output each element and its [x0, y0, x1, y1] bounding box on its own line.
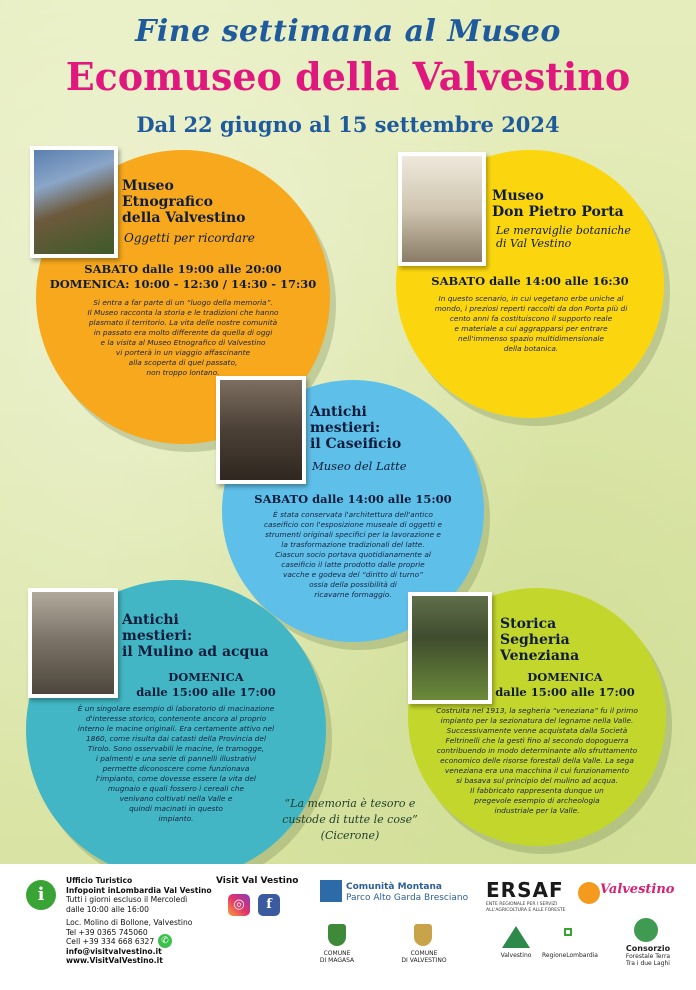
photo-mulino — [28, 588, 118, 698]
facebook-icon[interactable]: f — [258, 894, 280, 916]
photo-caseificio — [216, 376, 306, 484]
visit-valvestino-logo: Valvestino — [600, 882, 675, 897]
museum-schedule: SABATO dalle 14:00 alle 16:30 — [431, 274, 629, 288]
museum-title: Antichi mestieri: il Caseificio — [310, 404, 402, 452]
social-title: Visit Val Vestino — [216, 876, 299, 886]
ersaf-subtitle: ENTE REGIONALE PER I SERVIZI ALL'AGRICOLTURA E ALLE FORESTE — [486, 902, 566, 913]
museum-title: Antichi mestieri: il Mulino ad acqua — [122, 612, 269, 660]
date-range: Dal 22 giugno al 15 settembre 2024 — [136, 112, 560, 137]
visit-valvestino-sun-icon — [578, 882, 600, 904]
museum-description: Costruita nel 1913, la segheria “veneziana” fu il primo impianto per la sezionatura del legname nella Valle. Successivamente venne acquistata dalla Società Feltrinelli che la gestì fino al secondo dopoguerra contribuendo in modo determinante allo sfruttamento economico delle risorse forestali della Valle. La sega veneziana era una macchina il cui funzionamento si basava sul principio del mulino ad acqua. Il fabbricato rappresenta dunque un pregevole esempio di archeologia industriale per la Valle. — [436, 706, 638, 815]
tourist-office-contacts: Loc. Molino di Bollone, Valvestino Tel +39 0365 745060 Cell +39 334 668 6327 info@visitvalvestino.it www.VisitValVestino.it — [66, 918, 193, 966]
page-supertitle: Fine settimana al Museo — [135, 14, 561, 49]
tourist-office-info: Ufficio Turistico Infopoint inLombardia Val Vestino Tutti i giorni escluso il Mercoledì dalle 10:00 alle 16:00 — [66, 876, 212, 914]
museum-description: In questo scenario, in cui vegetano erbe uniche al mondo, i preziosi reperti raccolti da don Porta più di cento anni fa costituiscono il supporto reale e materiale a cui aggrapparsi per entrare nell'immenso spazio multidimensionale della botanica. — [434, 294, 628, 353]
museum-subtitle: Le meraviglie botaniche di Val Vestino — [496, 224, 631, 250]
valvestino-mark-icon — [502, 926, 530, 948]
comunita-montana-label: Comunità Montana Parco Alto Garda Bresciano — [346, 882, 469, 903]
museum-description: È un singolare esempio di laboratorio di macinazione d'interesse storico, contenente ancora al proprio interno le macine originali. Era certamente attivo nel 1860, come risulta dai catasti della Provincia del Tirolo. Sono osservabili le macine, le tramogge, i palmenti e una serie di pannelli illustrativi permette diconoscere come funzionava l'impianto, come dovesse essere la vita del mugnaio e quali fossero i cereali che venivano coltivati nella Valle e quindi macinati in questo impianto. — [77, 704, 275, 823]
photo-don-porta — [398, 152, 486, 266]
magasa-crest-icon — [328, 924, 346, 946]
cicerone-quote: “La memoria è tesoro e custode di tutte le cose” (Cicerone) — [282, 797, 418, 842]
photo-segheria — [408, 592, 492, 704]
museum-schedule: SABATO dalle 19:00 alle 20:00 DOMENICA: 10:00 - 12:30 / 14:30 - 17:30 — [49, 262, 317, 291]
museum-title: Museo Don Pietro Porta — [492, 188, 624, 220]
museum-schedule: DOMENICA dalle 15:00 alle 17:00 — [136, 670, 276, 699]
instagram-icon[interactable]: ◎ — [228, 894, 250, 916]
magasa-label: COMUNE DI MAGASA — [319, 950, 355, 964]
valvestino-crest-icon — [414, 924, 432, 946]
consorzio-logo — [634, 918, 658, 942]
museum-title: Storica Segheria Veneziana — [500, 616, 580, 664]
museum-subtitle: Oggetti per ricordare — [124, 231, 255, 245]
museum-subtitle: Museo del Latte — [312, 459, 407, 473]
museum-schedule: DOMENICA dalle 15:00 alle 17:00 — [495, 670, 635, 699]
page-title: Ecomuseo della Valvestino — [65, 54, 631, 99]
lombardia-label: RegioneLombardia — [542, 952, 598, 959]
valvestino-mark-label: Valvestino — [500, 952, 532, 959]
ersaf-logo: ERSAF — [486, 878, 564, 902]
lombardia-logo — [552, 926, 584, 948]
valvestino-label: COMUNE DI VALVESTINO — [401, 950, 447, 964]
museum-description: È stata conservata l'architettura dell'antico caseificio con l'esposizione museale di oggetti e strumenti originali specifici per la lavorazione e la trasformazione tradizionali del latte. Ciascun socio portava quotidianamente al caseificio il latte prodotto dalle proprie vacche e godeva del “diritto di turno” ossia della possibilità di ricavarne formaggio. — [263, 510, 443, 599]
info-icon: i — [26, 880, 56, 910]
museum-schedule: SABATO dalle 14:00 alle 15:00 — [254, 492, 452, 506]
consorzio-label: Consorzio Forestale Terra Tra i due Laghi — [625, 944, 671, 967]
museum-description: Si entra a far parte di un “luogo della memoria”. Il Museo racconta la storia e le tradizioni che hanno plasmato il territorio. La vita delle nostre comunità in passato era molto differente da quella di oggi e la visita al Museo Etnografico di Valvestino vi porterà in un viaggio affascinante alla scoperta di quel passato, non troppo lontano. — [87, 298, 279, 377]
whatsapp-icon[interactable]: ✆ — [158, 934, 172, 948]
museum-title: Museo Etnografico della Valvestino — [122, 178, 246, 226]
photo-etnografico — [30, 146, 118, 258]
comunita-montana-logo — [320, 880, 342, 902]
